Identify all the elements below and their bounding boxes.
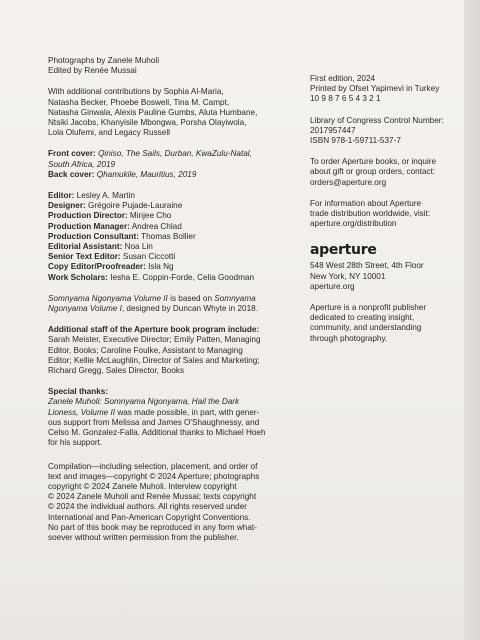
- credit-person: Grégoire Pujade-Lauraine: [88, 201, 183, 211]
- staff-line: Editor; Kellie McLaughlin, Director of Sales and Marketing;: [48, 355, 260, 365]
- front-cover-label: Front cover:: [48, 149, 96, 159]
- credit-line: [48, 242, 286, 252]
- credit-role: Editorial Assistant:: [48, 242, 123, 252]
- volume-one-title: Somnyama: [214, 293, 256, 303]
- info-line: For information about Aperture: [310, 198, 422, 208]
- volume-one-title-cont: Ngonyama Volume I: [48, 304, 122, 314]
- credit-role: Production Manager:: [48, 221, 130, 231]
- credit-person: Iesha E. Coppin-Forde, Celia Goodman: [110, 272, 255, 282]
- print-run-line: 10 9 8 7 6 5 4 3 2 1: [310, 94, 381, 104]
- order-email: orders@aperture.org: [310, 177, 387, 187]
- credit-person: Lesley A. Martin: [76, 191, 135, 201]
- staff-heading-text: Additional staff of the Aperture book program include:: [48, 325, 260, 335]
- front-cover-title-cont: South Africa, 2019: [48, 159, 116, 169]
- back-cover-title: Qhamukile, Mauritius, 2019: [96, 169, 197, 179]
- info-line: trade distribution worldwide, visit:: [310, 209, 431, 219]
- front-cover-line: [48, 149, 286, 159]
- loc-number: 2017957447: [310, 125, 356, 135]
- credit-line: [48, 191, 286, 201]
- printer-line: Printed by Ofset Yapimevi in Turkey: [310, 84, 440, 94]
- thanks-line: [48, 397, 286, 407]
- credit-person: Noa Lin: [124, 242, 153, 252]
- based-on-note-cont: [48, 304, 286, 314]
- back-cover-line: [48, 170, 286, 180]
- credit-line: [48, 232, 286, 242]
- mission-line: dedicated to creating insight,: [310, 313, 415, 323]
- front-cover-line: [48, 160, 286, 170]
- staff-line: Editor, Books; Caroline Foulke, Assistant to Managing: [48, 345, 243, 355]
- credit-line: [48, 222, 286, 232]
- credit-line: [48, 262, 286, 272]
- edition-line: First edition, 2024: [310, 74, 376, 83]
- credit-line: [48, 273, 286, 283]
- back-cover-label: Back cover:: [48, 169, 95, 179]
- website-line: aperture.org: [310, 281, 355, 291]
- thanks-line: [48, 408, 286, 418]
- credit-role: Senior Text Editor:: [48, 252, 121, 262]
- copyright-line: © 2024 Zanele Muholi and Renée Mussai; texts copyright: [48, 492, 257, 502]
- loc-line: Library of Congress Control Number:: [310, 115, 444, 125]
- photographs-credit: Photographs by Zanele Muholi: [48, 56, 160, 65]
- thanks-book-title-cont: Lioness, Volume II: [48, 407, 116, 417]
- copyright-line: copyright © 2024 Zanele Muholi. Interview copyright: [48, 481, 237, 491]
- credit-person: Andrea Chlad: [131, 221, 182, 231]
- mission-line: through photography.: [310, 333, 388, 343]
- credit-role: Production Director:: [48, 211, 128, 221]
- copyright-line: International and Pan-American Copyright Conventions.: [48, 512, 251, 522]
- copyright-line: Compilation—including selection, placement, and order of: [48, 461, 258, 471]
- order-line: about gift or group orders, contact:: [310, 167, 436, 177]
- right-column: [310, 74, 460, 344]
- based-on-note: [48, 294, 286, 304]
- isbn-line: ISBN 978-1-59711-537-7: [310, 136, 401, 146]
- thanks-line: for his support.: [48, 438, 103, 448]
- edited-by-credit: Edited by Renée Mussai: [48, 66, 137, 76]
- order-line: To order Aperture books, or inquire: [310, 157, 437, 167]
- credit-role: Work Scholars:: [48, 272, 108, 282]
- thanks-book-title: Zanele Muholi: Somnyama Ngonyama, Hail the Dark: [48, 397, 240, 407]
- front-cover-title: Qiniso, The Sails, Durban, KwaZulu-Natal,: [98, 149, 252, 159]
- volume-two-title: Somnyama Ngonyama Volume II: [48, 293, 168, 303]
- staff-heading: [48, 325, 286, 335]
- copyright-line: © 2024 the individual authors. All rights reserved under: [48, 502, 248, 512]
- contributors-line: Natasha Becker, Phoebe Boswell, Tina M. Campt,: [48, 97, 230, 107]
- credit-line: [48, 201, 286, 211]
- aperture-logo: aperture: [310, 242, 377, 259]
- credit-role: Editor:: [48, 191, 75, 201]
- contributors-line: Lola Olufemi, and Legacy Russell: [48, 128, 170, 138]
- credit-role: Production Consultant:: [48, 231, 139, 241]
- staff-line: Richard Gregg, Sales Director, Books: [48, 366, 185, 376]
- thanks-line: ous support from Melissa and James O'Shaughnessy, and: [48, 417, 260, 427]
- credit-role: Designer:: [48, 201, 86, 211]
- page-edge: [464, 0, 480, 640]
- mission-line: Aperture is a nonprofit publisher: [310, 303, 427, 313]
- thanks-heading-text: Special thanks:: [48, 387, 109, 397]
- credit-person: Isla Ng: [148, 262, 174, 272]
- based-on-text: is based on: [167, 293, 215, 303]
- address-line: New York, NY 10001: [310, 271, 386, 281]
- thanks-heading: [48, 387, 286, 397]
- credit-person: Minjee Cho: [129, 211, 172, 221]
- copyright-line: soever without written permission from the publisher.: [48, 532, 239, 542]
- thanks-text: was made possible, in part, with gener-: [115, 407, 260, 417]
- based-on-tail: , designed by Duncan Whyte in 2018.: [121, 304, 258, 314]
- contributors-line: With additional contributions by Sophia Al-Maria,: [48, 87, 224, 97]
- credit-person: Susan Ciccotti: [122, 252, 176, 262]
- thanks-line: Celso M. Gonzalez-Falla. Additional thanks to Michael Hoeh: [48, 428, 266, 438]
- credit-line: [48, 211, 286, 221]
- contributors-line: Natasha Ginwala, Alexis Pauline Gumbs, Aluta Humbane,: [48, 107, 258, 117]
- credit-person: Thomas Bollier: [141, 231, 196, 241]
- address-line: 548 West 28th Street, 4th Floor: [310, 261, 424, 271]
- mission-line: community, and understanding: [310, 323, 422, 333]
- credit-role: Copy Editor/Proofreader:: [48, 262, 146, 272]
- copyright-line: text and images—copyright © 2024 Aperture; photographs: [48, 471, 260, 481]
- copyright-line: No part of this book may be reproduced in any form what-: [48, 522, 257, 532]
- staff-line: Sarah Meister, Executive Director; Emily Patten, Managing: [48, 335, 261, 345]
- contributors-line: Ntsiki Jacobs, Khanyisile Mbongwa, Porsha Olayiwola,: [48, 118, 247, 128]
- info-url: aperture.org/distribution: [310, 219, 397, 229]
- left-column: [48, 56, 286, 543]
- credit-line: [48, 252, 286, 262]
